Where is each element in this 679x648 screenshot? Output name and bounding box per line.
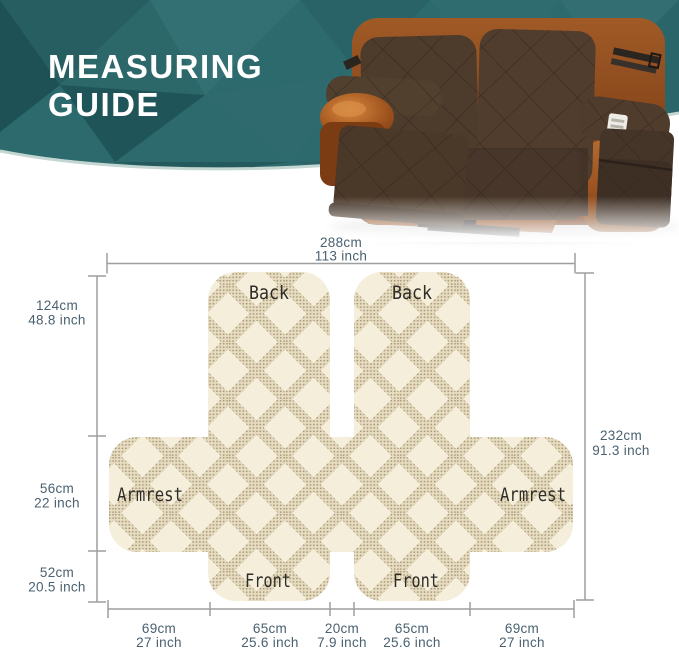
dimension-bottom-4-inch: 25.6 inch	[383, 635, 441, 648]
panel-label-back-left: Back	[249, 282, 290, 304]
dimension-top-inch: 113 inch	[314, 248, 368, 264]
sofa-photo-fade	[318, 196, 679, 242]
dimension-line-right	[576, 273, 650, 600]
dimension-right-cm: 232cm	[599, 428, 643, 443]
dimension-bottom-2-inch: 25.6 inch	[241, 635, 299, 648]
dimension-top-cm: 288cm	[319, 235, 363, 250]
dimension-line-bottom	[108, 600, 574, 648]
cover-fabric-shape	[109, 272, 573, 601]
panel-label-front-left: Front	[245, 570, 291, 592]
panel-label-front-right: Front	[393, 570, 439, 592]
panel-label-back-right: Back	[392, 282, 433, 304]
panel-label-armrest-left: Armrest	[117, 484, 183, 506]
dimension-bottom-1-inch: 27 inch	[136, 635, 182, 648]
dimension-left-armrest-inch: 22 inch	[34, 495, 80, 511]
dimension-bottom-5-cm: 69cm	[504, 621, 540, 636]
sofa-arm-highlight	[332, 101, 366, 117]
dimension-bottom-4-cm: 65cm	[394, 621, 430, 636]
dimension-right-inch: 91.3 inch	[592, 443, 650, 458]
dimension-bottom-2-cm: 65cm	[252, 621, 288, 636]
dimension-line-left	[28, 276, 106, 602]
dimension-bottom-1-cm: 69cm	[141, 621, 177, 636]
dimension-bottom-3-cm: 20cm	[324, 621, 360, 636]
dimension-left-front-cm: 52cm	[39, 565, 75, 580]
cover-flat-diagram	[28, 235, 650, 648]
dimension-left-back-inch: 48.8 inch	[28, 312, 86, 328]
dimension-bottom-5-inch: 27 inch	[499, 635, 545, 648]
dimension-left-armrest-cm: 56cm	[39, 481, 75, 496]
sofa-photo	[318, 18, 679, 242]
dimension-left-front-inch: 20.5 inch	[28, 579, 86, 595]
dimension-left-back-cm: 124cm	[35, 298, 79, 313]
panel-label-armrest-right: Armrest	[500, 484, 566, 506]
page-title-line2: GUIDE	[48, 86, 161, 123]
page-title-line1: MEASURING	[48, 48, 264, 85]
dimension-bottom-3-inch: 7.9 inch	[317, 635, 367, 648]
